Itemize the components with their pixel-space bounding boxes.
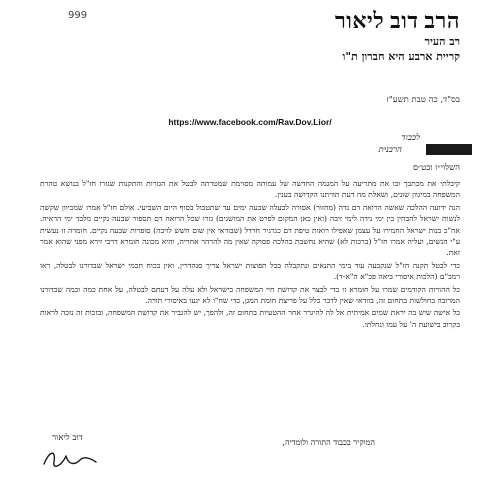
letter-date: בס"ד, כה טבת תשע"ז	[386, 95, 460, 105]
recipient-block	[379, 132, 420, 156]
paragraph: כדי לבטל תקנה חז"ל שנקבעה עוד בימי התנאים ונתקבלה בכל תפוצות ישראל צריך סנהדרין, ואין בכוח חכמי ישראל שבדורנו לבטלה, ראו רמב"ם (הלכות איסורי ביאה פכ"א ה"א-ד).	[40, 260, 460, 282]
paragraph: כל ההורות הקודמים שמרו על חומרא זו כדי לבצר את קדושת חיי המשפחה בישראל ולא עלה על דעתם לבטלה, על אחת כמה וכמה שבדורנו המרובה בחולשות בתחום זה, בוודאי שאין לדבר כלל על פריצת חומת המגן, כדי שח"ו לא יגעו באיסורי תורה.	[40, 284, 460, 306]
page-number: 999	[68, 10, 88, 21]
closing-line: המוקיר בכבוד התורה ולומדיה,	[282, 438, 375, 447]
signer-name: דוב ליאור	[52, 433, 83, 443]
letter-body	[40, 178, 460, 331]
paragraph: כל אישה שיש בה יראת שמים אמיתית אל לה להיגרר אחר ההטעיות בתחום זה, ולהפך, יש להגביר את קדושת המשפחה, ובזכות זה נזכה לראות בקרוב בישועת ה' על עמו ונחלתו.	[40, 308, 460, 329]
letterhead-title: רב העיר	[424, 35, 460, 48]
letterhead-city: קריית ארבע היא חברון ת"ו	[342, 50, 460, 63]
recipient-line-1: לכבוד	[401, 133, 420, 143]
redaction-bar	[426, 144, 472, 155]
signature-mark	[40, 446, 110, 472]
greeting: השלוי״ו וכט״ס	[413, 163, 460, 173]
paragraph: קיבלתי את מכתבך ובו את מתריעה על המגמה החדשה של עמותה מסוימת שמטרתה לבטל את הגזרות והתקנות שגזרו חז"ל בנושא טהרת המשפחה במיגוון שונים, ושאלת מה דעת תורתנו הקדושה בענין.	[40, 179, 460, 200]
facebook-link[interactable]: https://www.facebook.com/Rav.Dov.Lior/	[168, 117, 332, 127]
letterhead	[335, 8, 460, 64]
recipient-title: הרבנית	[378, 145, 402, 155]
recipient-line-2	[379, 144, 420, 156]
letterhead-name: הרב דוב ליאור	[335, 8, 460, 33]
paragraph: הנה ידועה ההלכה שאשה הרואה דם נדה (מחזור) אסורה לבעלה שבעה ימים עד שתטבול בסוף היום השביעי. אולם חז"ל אמרו שמכיוון שקשה לנשות ישראל להבחין בין ימי נידה לימי זיבה (ואין כאן המקום לפרט את המושגים) גזרו שכל הרואה דם תספור שבעה נקיים מלבד ימי הראיה. אח"כ בנות ישראל החמירו על עצמן שאפילו רואות טיפת דם כגרגיר חרדל (שבודאי אין שום חשש לזיבה) סופרות שבעה נקיים. חומרה זו נעשית ע"י הנשים, ועליה אמרו חז"ל (ברכות לא) שהיא נחשבת כהלכה פסוקה שאין מה להרהר אחריה, והיא מכונה חומרא דרבי זירא מפני שהוא אמר זאת.	[40, 202, 460, 258]
